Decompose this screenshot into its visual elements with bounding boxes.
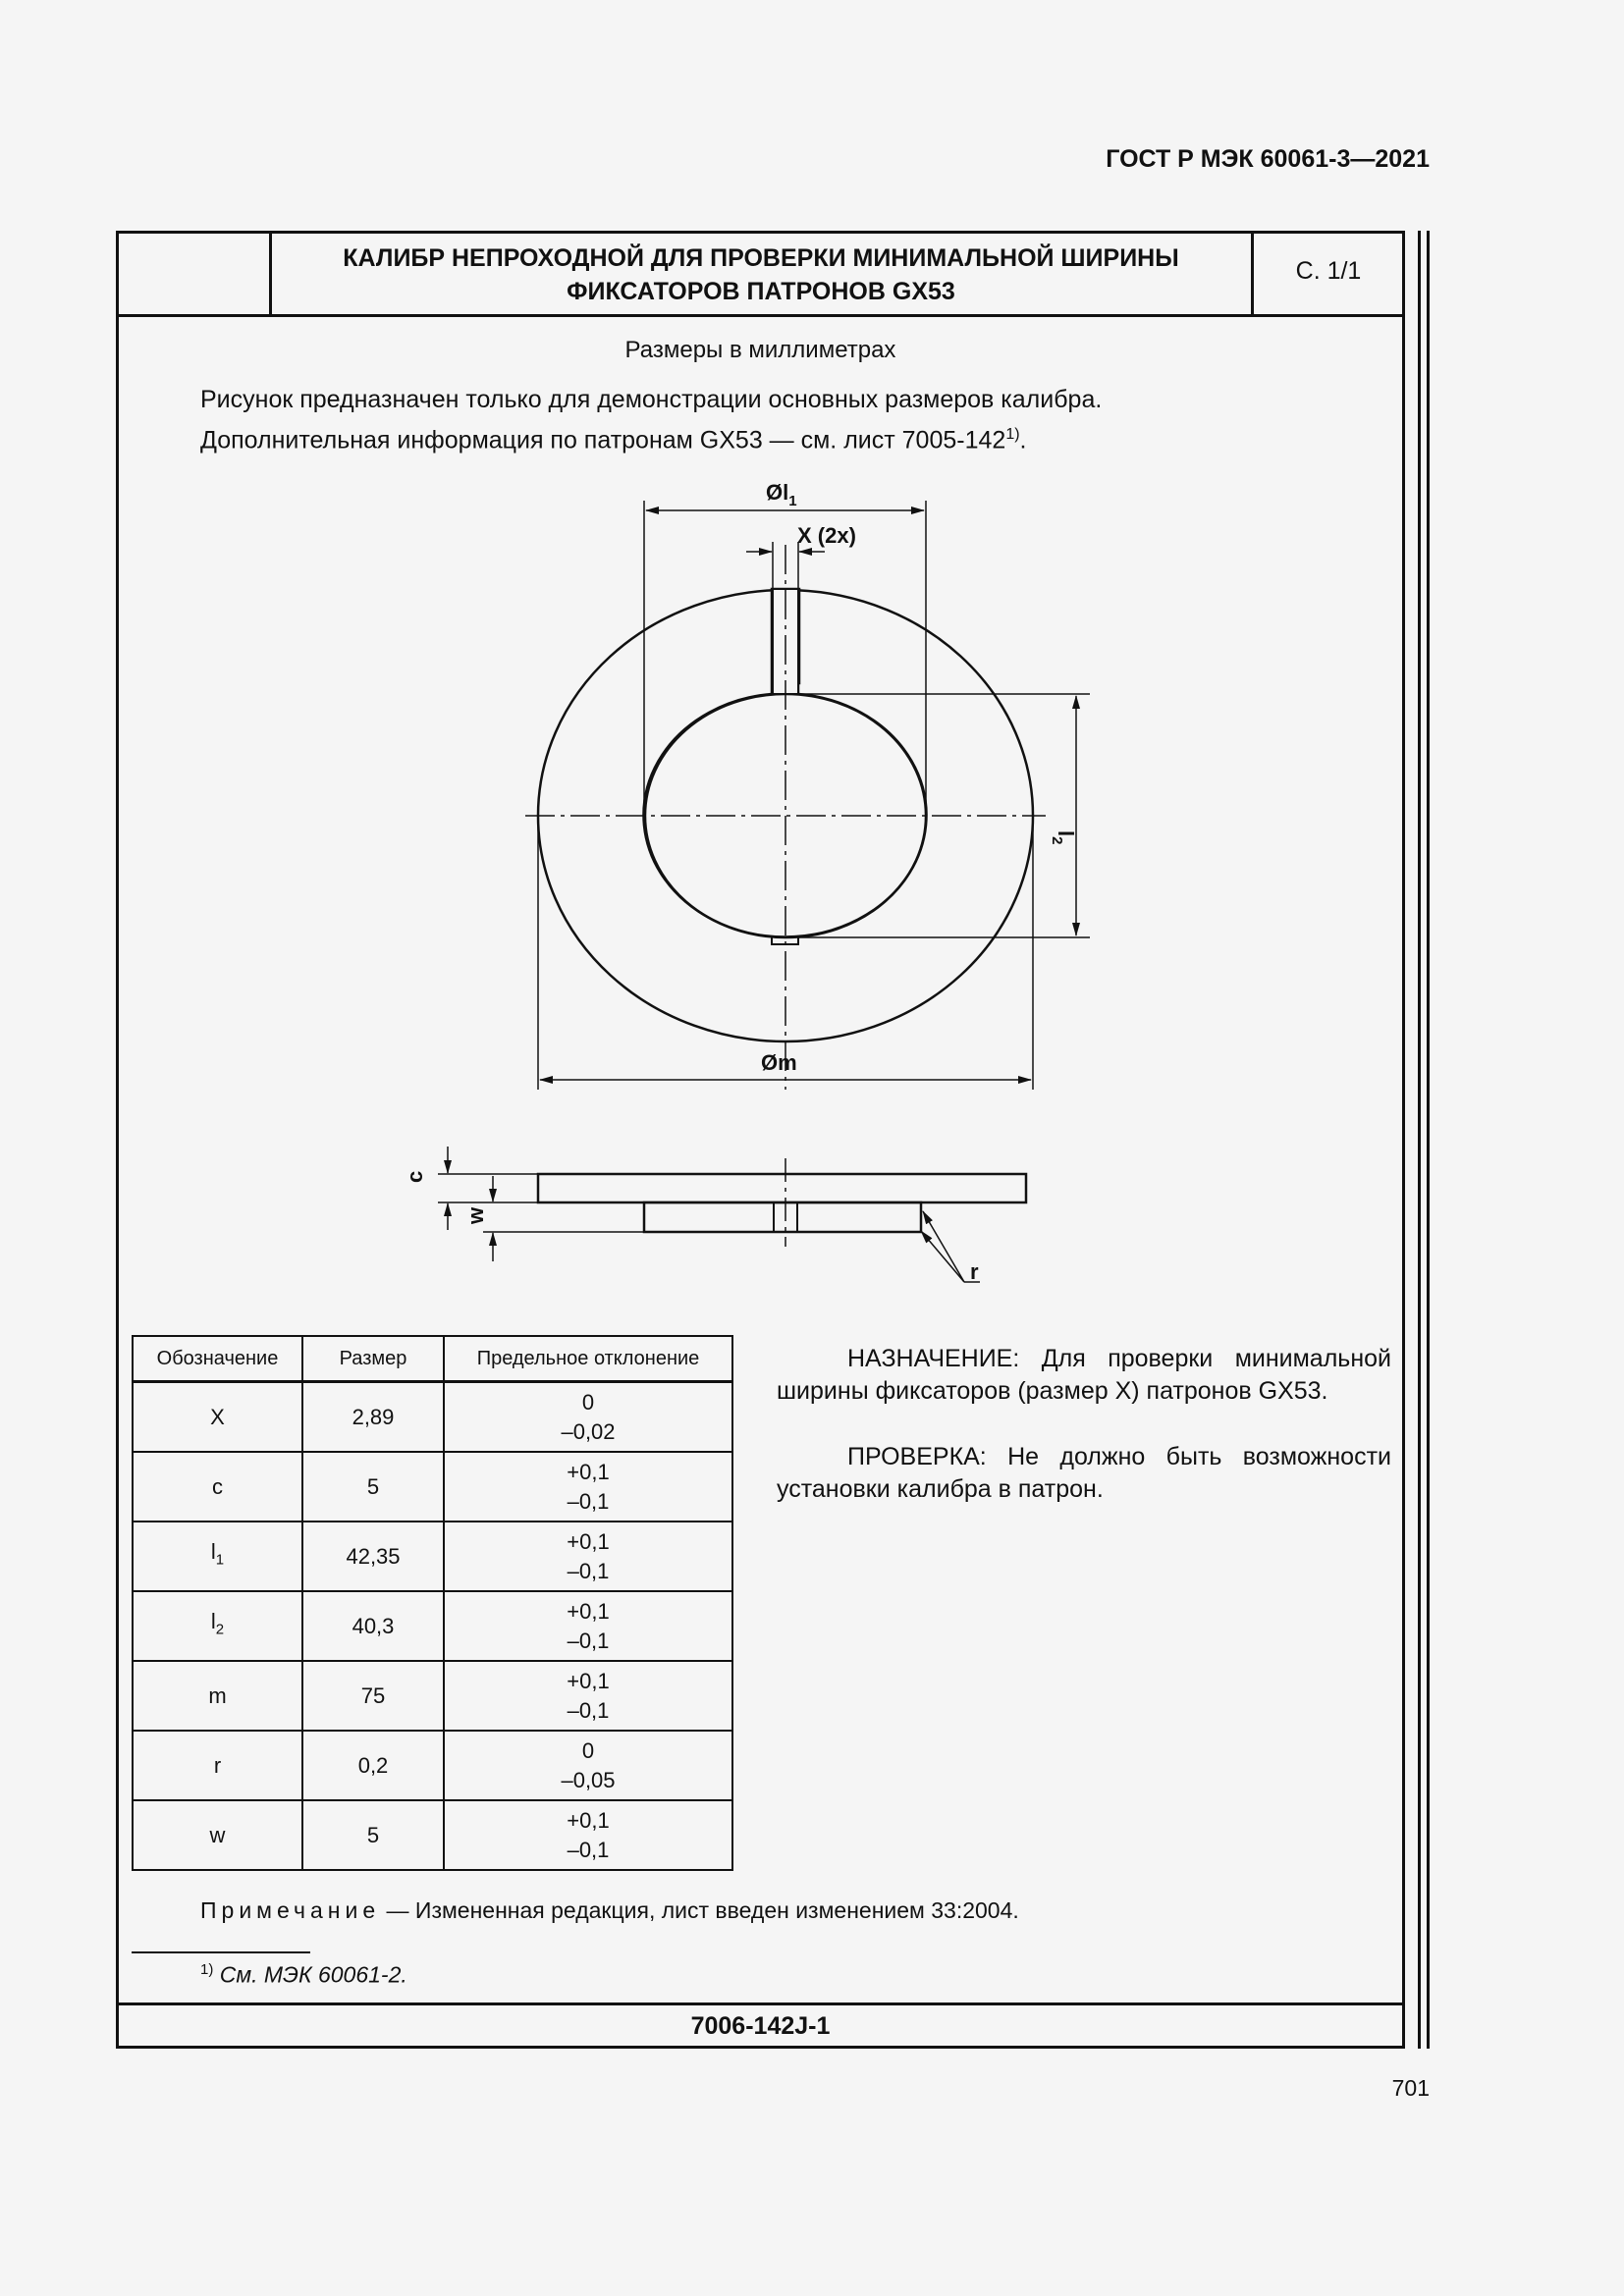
purpose-block — [777, 1343, 1391, 1539]
tolerance-lower: –0,05 — [561, 1767, 616, 1792]
label-x: X (2x) — [797, 523, 856, 548]
standard-designation: ГОСТ Р МЭК 60061-3—2021 — [1106, 145, 1430, 173]
note — [200, 1897, 1019, 1924]
dimensions-note: Размеры в миллиметрах — [624, 337, 896, 363]
label-l2: $l_2$ — [1049, 830, 1078, 845]
footnote-ref: 1) — [1005, 426, 1020, 443]
label-m: Øm — [761, 1050, 797, 1075]
cell-tolerance — [444, 1452, 732, 1522]
title-line-1: КАЛИБР НЕПРОХОДНОЙ ДЛЯ ПРОВЕРКИ МИНИМАЛЬНОЙ ШИРИНЫ — [343, 244, 1179, 272]
cell-size: 42,35 — [302, 1522, 444, 1591]
radius-leader — [923, 1211, 964, 1282]
column-header-size: Размер — [302, 1336, 444, 1382]
cell-size: 0,2 — [302, 1731, 444, 1800]
title-line-2: ФИКСАТОРОВ ПАТРОНОВ GX53 — [567, 278, 955, 305]
intro-line-2: Дополнительная информация по патронам GX53 — см. лист 7005-142$^{1)}$. — [200, 426, 1027, 454]
page-number: 701 — [1391, 2075, 1430, 2101]
footnote-text: См. МЭК 60061-2. — [213, 1961, 407, 1988]
cell-tolerance — [444, 1382, 732, 1453]
cell-size: 5 — [302, 1800, 444, 1870]
tolerance-lower: –0,1 — [567, 1628, 610, 1653]
tolerance-upper: +0,1 — [567, 1807, 610, 1833]
check-paragraph: ПРОВЕРКА: Не должно быть возможности установки калибра в патрон. — [777, 1443, 1391, 1503]
footnote-separator — [132, 1951, 310, 1953]
table-row — [133, 1800, 732, 1870]
cell-symbol: $l_1$ — [133, 1522, 302, 1591]
table-row — [133, 1731, 732, 1800]
cell-symbol: r — [133, 1731, 302, 1800]
cell-tolerance — [444, 1522, 732, 1591]
cell-symbol: m — [133, 1661, 302, 1731]
tolerance-upper: 0 — [581, 1389, 595, 1415]
side-view-step — [644, 1202, 921, 1232]
table-row — [133, 1452, 732, 1522]
tolerance-upper: 0 — [581, 1737, 595, 1763]
sheet-code: 7006-142J-1 — [690, 2012, 831, 2040]
column-header-tolerance: Предельное отклонение — [444, 1336, 732, 1382]
footer-divider — [116, 2002, 1405, 2005]
label-w: w — [463, 1206, 488, 1224]
column-header-symbol: Обозначение — [133, 1336, 302, 1382]
dimensions-table — [132, 1335, 733, 1871]
label-l1: $Øl_1$ — [766, 480, 797, 509]
tolerance-upper: +0,1 — [567, 1598, 610, 1624]
note-label: Примечание — [200, 1897, 381, 1923]
footnote — [200, 1961, 407, 1989]
tolerance-lower: –0,1 — [567, 1488, 610, 1514]
cell-size: 2,89 — [302, 1382, 444, 1453]
tolerance-lower: –0,1 — [567, 1837, 610, 1862]
cell-tolerance — [444, 1731, 732, 1800]
cell-tolerance — [444, 1661, 732, 1731]
tolerance-upper: +0,1 — [567, 1668, 610, 1693]
tolerance-upper: +0,1 — [567, 1459, 610, 1484]
cell-symbol: c — [133, 1452, 302, 1522]
cell-tolerance — [444, 1591, 732, 1661]
cell-size: 40,3 — [302, 1591, 444, 1661]
side-view-body — [538, 1174, 1026, 1202]
tolerance-lower: –0,1 — [567, 1558, 610, 1583]
cell-tolerance — [444, 1800, 732, 1870]
table-row — [133, 1382, 732, 1453]
cell-symbol: $l_2$ — [133, 1591, 302, 1661]
table-row — [133, 1661, 732, 1731]
cell-size: 5 — [302, 1452, 444, 1522]
cell-symbol: w — [133, 1800, 302, 1870]
purpose-paragraph: НАЗНАЧЕНИЕ: Для проверки минимальной ширины фиксаторов (размер X) патронов GX53. — [777, 1345, 1391, 1405]
cell-symbol: X — [133, 1382, 302, 1453]
table-row — [133, 1522, 732, 1591]
note-text: — Измененная редакция, лист введен изменением 33:2004. — [380, 1897, 1019, 1923]
footnote-mark: 1) — [200, 1961, 214, 1978]
label-c: c — [403, 1170, 427, 1183]
intro-line-1: Рисунок предназначен только для демонстрации основных размеров калибра. — [200, 386, 1103, 413]
tolerance-lower: –0,1 — [567, 1697, 610, 1723]
table-header-row — [133, 1336, 732, 1382]
cell-size: 75 — [302, 1661, 444, 1731]
label-r: r — [970, 1259, 979, 1284]
tolerance-upper: +0,1 — [567, 1528, 610, 1554]
sheet-number: С. 1/1 — [1295, 257, 1362, 285]
table-row — [133, 1591, 732, 1661]
tolerance-lower: –0,02 — [561, 1418, 616, 1444]
